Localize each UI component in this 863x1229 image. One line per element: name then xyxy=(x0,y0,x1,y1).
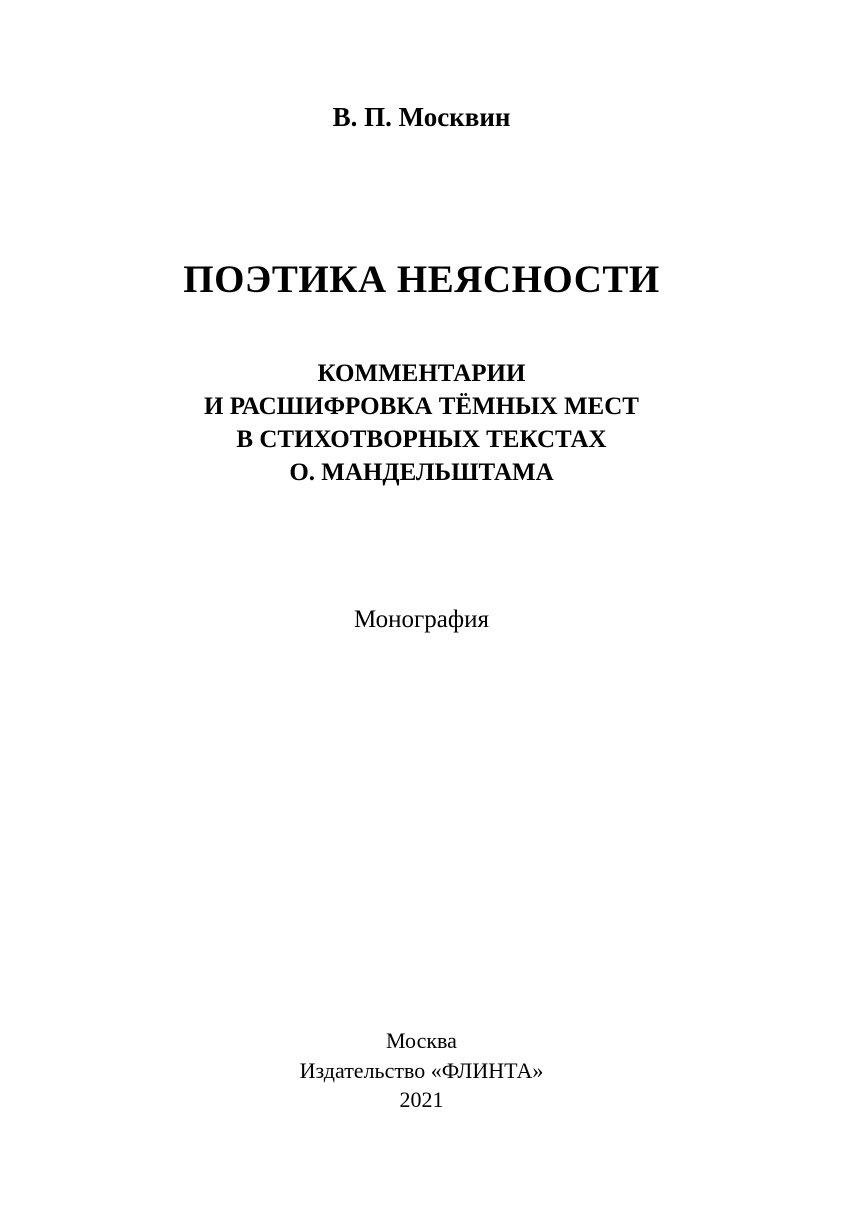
book-title: ПОЭТИКА НЕЯСНОСТИ xyxy=(183,258,660,301)
imprint-year: 2021 xyxy=(399,1087,444,1112)
subtitle-line-3: В СТИХОТВОРНЫХ ТЕКСТАХ xyxy=(236,426,607,453)
genre-label: Монография xyxy=(354,606,489,633)
imprint-publisher: Издательство «ФЛИНТА» xyxy=(299,1058,544,1083)
subtitle-line-2: И РАСШИФРОВКА ТЁМНЫХ МЕСТ xyxy=(204,393,639,420)
subtitle-line-4: О. МАНДЕЛЬШТАМА xyxy=(289,459,554,486)
author-name: В. П. Москвин xyxy=(332,102,511,132)
imprint-city: Москва xyxy=(386,1028,457,1053)
subtitle-line-1: КОММЕНТАРИИ xyxy=(317,360,526,387)
